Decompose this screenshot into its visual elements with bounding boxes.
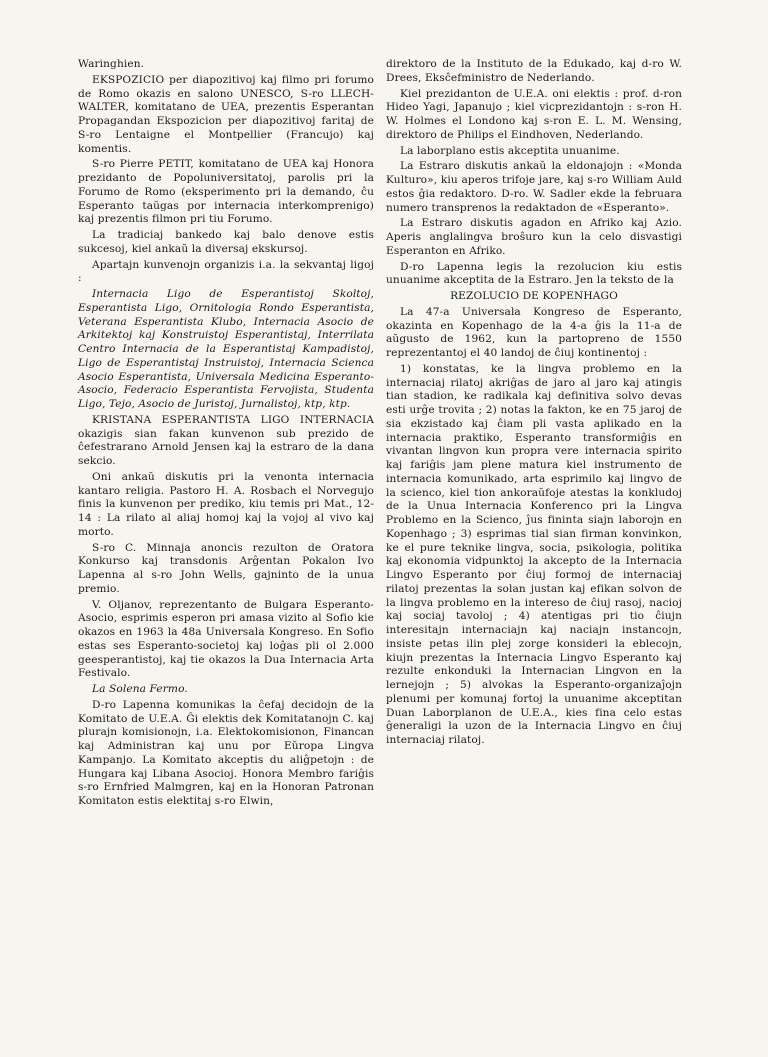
paragraph: D-ro Lapenna komunikas la ĉefaj decidojn de la Komitato de U.E.A. Ĝi elektis dek Komitatanojn C. kaj plurajn komisionojn, i.a. Elektokomisionon, Financan kaj Administran kaj unu por Eŭropa Lingva Kampanjo. La Komitato akceptis du aliĝpetojn : de Hungara kaj Libana Asocioj. Honora Membro fariĝis s-ro Ernfried Malmgren, kaj en la Honoran Patronan Komitaton estis elektitaj s-ro Elwin, xyxy=(78,698,374,807)
paragraph: EKSPOZICIO per diapozitivoj kaj filmo pri forumo de Romo okazis en salono UNESCO, S-ro LLECH-WALTER, komitatano de UEA, prezentis Esperantan Propagandan Ekspozicion per diapozitivoj faritaj de S-ro Lentaigne el Montpellier (Francujo) kaj komentis. xyxy=(78,73,374,155)
right-column xyxy=(386,58,682,750)
paragraph: La Estraro diskutis ankaŭ la eldonajojn : «Monda Kulturo», kiu aperos trifoje jare, kaj s-ro William Auld estos ĝia redaktoro. D-ro. W. Sadler ekde la februara numero transprenos la redaktadon de «Esperanto». xyxy=(386,160,682,214)
paragraph: KRISTANA ESPERANTISTA LIGO INTERNACIA okazigis sian fakan kunvenon sub prezido de ĉefestrarano Arnold Jensen kaj la estraro de la dana sekcio. xyxy=(78,413,374,467)
paragraph: V. Oljanov, reprezentanto de Bulgara Esperanto-Asocio, esprimis esperon pri amasa vizito al Sofio kie okazos en 1963 la 48a Universala Kongreso. En Sofio estas ses Esperanto-societoj kaj loĝas pli ol 2.000 geesperantistoj, kaj tie okazos la Dua Internacia Arta Festivalo. xyxy=(78,598,374,680)
paragraph: Oni ankaŭ diskutis pri la venonta internacia kantaro religia. Pastoro H. A. Rosbach el Norvegujo finis la kunvenon per prediko, kiu temis pri Mat., 12-14 : La rilato al aliaj homoj kaj la vojoj al vivo kaj morto. xyxy=(78,470,374,538)
paragraph: La tradiciaj bankedo kaj balo denove estis sukcesoj, kiel ankaŭ la diversaj ekskursoj. xyxy=(78,229,374,255)
left-column xyxy=(78,58,374,811)
paragraph: direktoro de la Instituto de la Edukado, kaj d-ro W. Drees, Eksĉefministro de Nederlando. xyxy=(386,58,682,84)
paragraph: D-ro Lapenna legis la rezolucion kiu estis unuanime akceptita de la Estraro. Jen la teksto de la xyxy=(386,260,682,287)
resolution-title: REZOLUCIO DE KOPENHAGO xyxy=(450,290,618,302)
paragraph: La laborplano estis akceptita unuanime. xyxy=(400,144,620,157)
paragraph: Waringhien. xyxy=(78,58,145,70)
paragraph: Apartajn kunvenojn organizis i.a. la sekvantaj ligoj : xyxy=(78,258,374,285)
paragraph: S-ro Pierre PETIT, komitatano de UEA kaj Honora prezidanto de Popoluniversitatoj, parolis pri la Forumo de Romo (eksperimento pri la demando, ĉu Esperanto taŭgas por internacia interkomprenigo) kaj prezentis filmon pri tiu Forumo. xyxy=(78,158,374,226)
paragraph: Kiel prezidanton de U.E.A. oni elektis : prof. d-ron Hideo Yagi, Japanujo ; kiel vicprezidantojn : s-ron H. W. Holmes el Londono kaj s-ron E. L. M. Wensing, direktoro de Philips el Eindhoven, Nederlando. xyxy=(386,87,682,141)
paragraph: La Estraro diskutis agadon en Afriko kaj Azio. Aperis anglalingva broŝuro kun la celo disvastigi Esperanton en Afriko. xyxy=(386,217,682,257)
resolution-body: 1) konstatas, ke la lingva problemo en la internaciaj rilatoj akriĝas de jaro al jaro kaj atingis tian stadion, ke radikala kaj definitiva solvo devas esti urĝe trovita ; 2) notas la fakton, ke en 75 jaroj de sia ekzistado kaj ĉiam pli vasta aplikado en la internacia praktiko, Esperanto transformiĝis en vivantan lingvon kun propra vere internacia spirito kaj fariĝis jam plene matura kiel instrumento de internacia komunikado, arta esprimilo kaj lingvo de la scienco, kiel tion ankoraŭfoje atestas la konkludoj de la Unua Internacia Konferenco pri la Lingva Problemo en la Scienco, ĵus fininta siajn laborojn en Kopenhago ; 3) esprimas tial sian firman konvinkon, ke el pure teknike lingva, socia, psikologia, politika kaj ekonomia vidpunktoj la akcepto de la Internacia Lingvo Esperanto por ĉiuj formoj de internaciaj rilatoj prezentas la solan justan kaj efikan solvon de la lingva problemo en la intereso de ĉiuj rasoj, nacioj kaj sociaj tavoloj ; 4) atentigas pri tio ĉiujn interesitajn internaciajn kaj naciajn instancojn, insiste petas ilin plej zorge konsideri la eblecojn, kiujn prezentas la Internacia Lingvo Esperanto kaj rezulte enkonduki la Internacian Lingvon en la lernejojn ; 5) alvokas la Esperanto-organizaĵojn plenumi per komunaj fortoj la unuanime akceptitan Duan Laborplanon de U.E.A., kies fina celo estas ĝeneraligi la uzon de la Internacia Lingvo en ĉiuj internaciaj rilatoj. xyxy=(386,362,682,746)
section-heading: La Solena Fermo. xyxy=(92,683,188,695)
paragraph: S-ro C. Minnaja anoncis rezulton de Oratora Konkurso kaj transdonis Arĝentan Pokalon Ivo Lapenna al s-ro John Wells, gajninto de la unua premio. xyxy=(78,541,374,595)
paragraph: La 47-a Universala Kongreso de Esperanto, okazinta en Kopenhago de la 4-a ĝis la 11-a de aŭgusto de 1962, kun la partopreno de 1550 reprezentantoj el 40 landoj de ĉiuj kontinentoj : xyxy=(386,305,682,359)
league-list: Internacia Ligo de Esperantistoj Skoltoj, Esperantista Ligo, Ornitologia Rondo Esperantista, Veterana Esperantista Klubo, Internacia Asocio de Arkitektoj kaj Konstruistoj Esperantistaj, Interrilata Centro Internacia de la Esperantistaj Kampadistoj, Ligo de Esperantistaj Instruistoj, Internacia Scienca Asocio Esperantista, Universala Medicina Esperanto-Asocio, Federacio Esperantista Fervojista, Studenta Ligo, Tejo, Asocio de Juristoj, Jurnalistoj, ktp, ktp. xyxy=(78,288,374,410)
